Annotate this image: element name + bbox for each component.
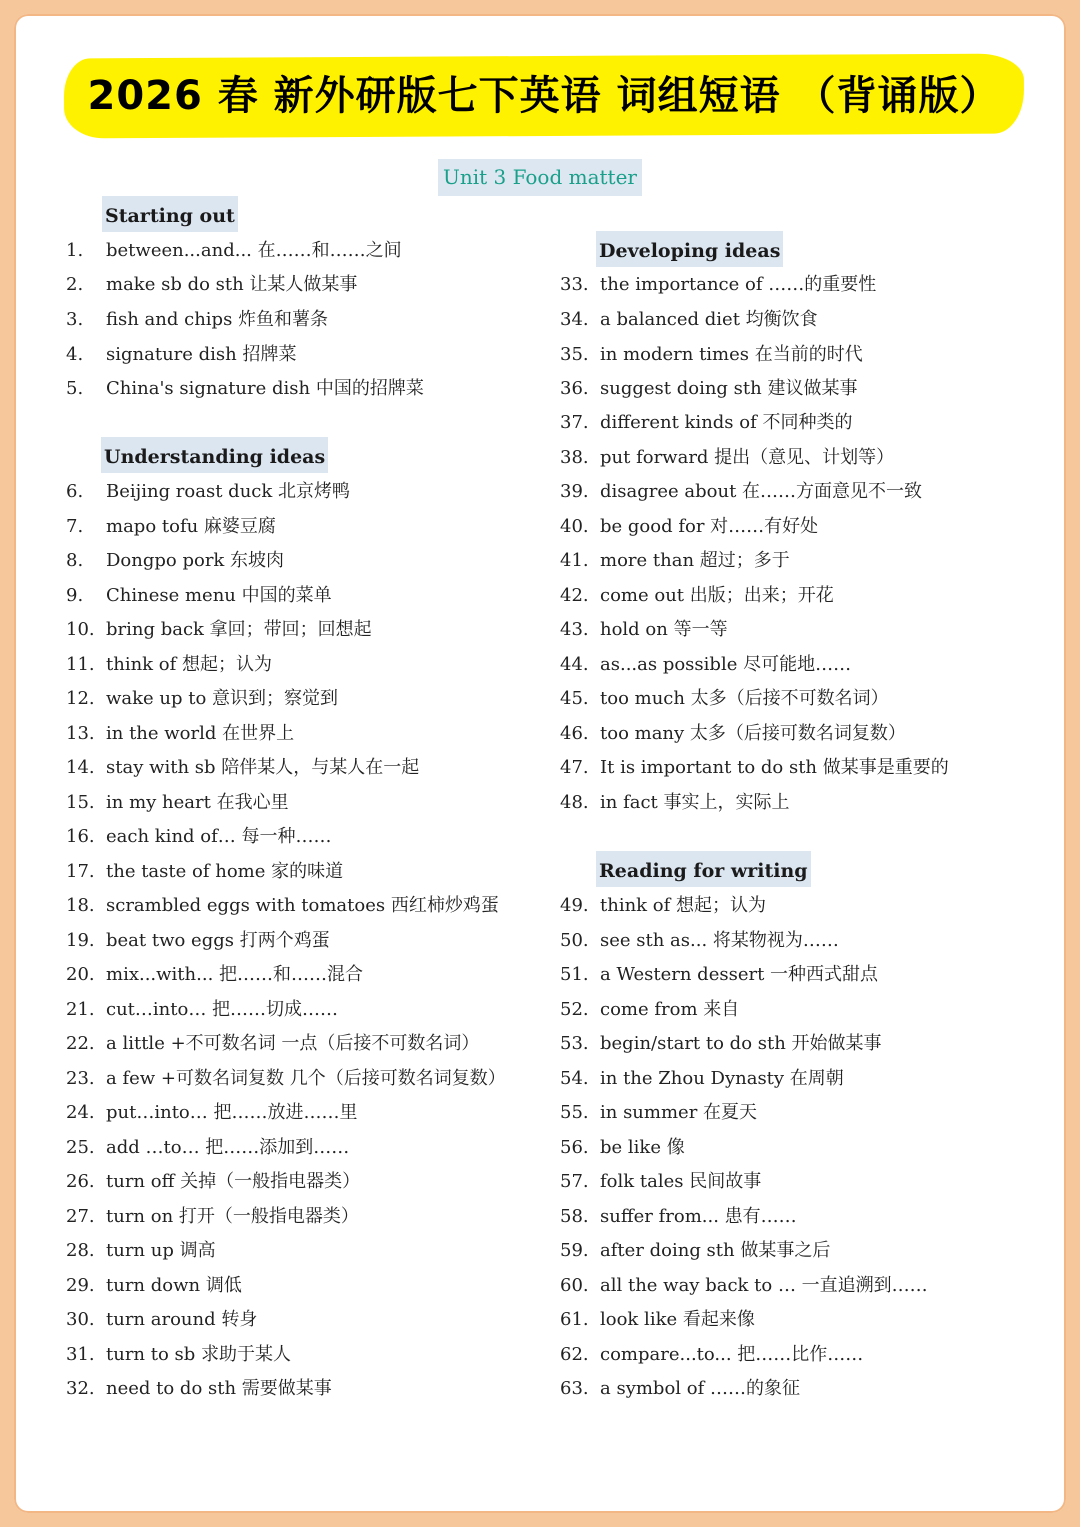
list-item (66, 1029, 479, 1059)
item-text: scrambled eggs with tomatoes 西红柿炒鸡蛋 (106, 895, 499, 916)
list-item (560, 1098, 757, 1128)
item-text: different kinds of 不同种类的 (600, 412, 853, 433)
item-number: 63. (560, 1378, 589, 1399)
item-text: beat two eggs 打两个鸡蛋 (106, 930, 330, 951)
item-text: in the Zhou Dynasty 在周朝 (600, 1068, 844, 1089)
list-item (66, 684, 338, 714)
item-number: 32. (66, 1378, 95, 1399)
list-item (560, 753, 949, 783)
item-number: 24. (66, 1102, 95, 1123)
list-item (66, 650, 272, 680)
item-number: 23. (66, 1068, 95, 1089)
list-item (66, 477, 350, 507)
item-number: 54. (560, 1068, 589, 1089)
item-text: China's signature dish 中国的招牌菜 (106, 378, 424, 399)
item-number: 29. (66, 1275, 95, 1296)
item-number: 48. (560, 792, 589, 813)
item-number: 33. (560, 274, 589, 295)
item-number: 9. (66, 585, 84, 606)
section-heading-starting-out: Starting out (102, 196, 238, 232)
section-heading-developing-ideas: Developing ideas (596, 231, 783, 267)
list-item (560, 443, 894, 473)
list-item (66, 1202, 359, 1232)
list-item (66, 1340, 291, 1370)
item-text: fish and chips 炸鱼和薯条 (106, 309, 329, 330)
item-text: stay with sb 陪伴某人，与某人在一起 (106, 757, 420, 778)
item-number: 25. (66, 1137, 95, 1158)
item-number: 59. (560, 1240, 589, 1261)
item-number: 13. (66, 723, 95, 744)
list-item (66, 1064, 506, 1094)
unit-title: Unit 3 Food matter (438, 159, 642, 196)
item-text: turn up 调高 (106, 1240, 216, 1261)
item-number: 30. (66, 1309, 95, 1330)
item-text: the taste of home 家的味道 (106, 861, 344, 882)
item-text: a symbol of ……的象征 (600, 1378, 800, 1399)
list-item (560, 546, 790, 576)
list-item (66, 926, 330, 956)
section-heading-reading-for-writing: Reading for writing (596, 851, 811, 887)
item-text: suggest doing sth 建议做某事 (600, 378, 858, 399)
item-text: hold on 等一等 (600, 619, 728, 640)
list-item (560, 615, 728, 645)
item-number: 19. (66, 930, 95, 951)
list-item (560, 340, 863, 370)
item-text: as...as possible 尽可能地…… (600, 654, 852, 675)
list-item (560, 305, 818, 335)
item-text: mapo tofu 麻婆豆腐 (106, 516, 276, 537)
item-text: folk tales 民间故事 (600, 1171, 762, 1192)
item-number: 26. (66, 1171, 95, 1192)
item-number: 12. (66, 688, 95, 709)
item-number: 43. (560, 619, 589, 640)
list-item (560, 408, 852, 438)
list-item (66, 1374, 332, 1404)
item-text: all the way back to … 一直追溯到…… (600, 1275, 928, 1296)
item-text: compare...to... 把……比作…… (600, 1344, 864, 1365)
item-number: 62. (560, 1344, 589, 1365)
item-number: 44. (560, 654, 589, 675)
list-item (560, 719, 906, 749)
list-item (66, 719, 294, 749)
item-text: each kind of… 每一种…… (106, 826, 332, 847)
item-text: come from 来自 (600, 999, 740, 1020)
item-text: in summer 在夏天 (600, 1102, 758, 1123)
item-text: turn on 打开（一般指电器类） (106, 1206, 359, 1227)
item-text: Dongpo pork 东坡肉 (106, 550, 285, 571)
list-item (66, 1167, 360, 1197)
item-text: a few +可数名词复数 几个（后接可数名词复数） (106, 1068, 506, 1089)
list-item (66, 546, 284, 576)
item-number: 37. (560, 412, 589, 433)
item-text: turn around 转身 (106, 1309, 258, 1330)
list-item (560, 684, 889, 714)
item-text: It is important to do sth 做某事是重要的 (600, 757, 949, 778)
item-number: 16. (66, 826, 95, 847)
list-item (66, 270, 357, 300)
item-number: 39. (560, 481, 589, 502)
item-number: 57. (560, 1171, 589, 1192)
list-item (560, 1064, 844, 1094)
list-item (560, 1271, 928, 1301)
item-number: 53. (560, 1033, 589, 1054)
list-item (560, 995, 739, 1025)
item-text: come out 出版；出来；开花 (600, 585, 834, 606)
list-item (66, 1236, 216, 1266)
item-text: between...and... 在……和……之间 (106, 240, 402, 261)
item-text: too many 太多（后接可数名词复数） (600, 723, 906, 744)
item-number: 27. (66, 1206, 95, 1227)
list-item (66, 615, 372, 645)
list-item (66, 340, 296, 370)
item-text: in fact 事实上，实际上 (600, 792, 790, 813)
item-number: 21. (66, 999, 95, 1020)
list-item (560, 650, 851, 680)
item-text: a Western dessert 一种西式甜点 (600, 964, 879, 985)
item-text: signature dish 招牌菜 (106, 344, 297, 365)
list-item (560, 891, 766, 921)
list-item (560, 926, 839, 956)
item-number: 17. (66, 861, 95, 882)
item-text: be good for 对……有好处 (600, 516, 819, 537)
item-number: 11. (66, 654, 95, 675)
list-item (560, 512, 818, 542)
item-number: 45. (560, 688, 589, 709)
item-text: in modern times 在当前的时代 (600, 344, 863, 365)
item-number: 50. (560, 930, 589, 951)
list-item (66, 995, 338, 1025)
item-text: the importance of ……的重要性 (600, 274, 877, 295)
list-item (560, 270, 876, 300)
item-number: 18. (66, 895, 95, 916)
item-number: 2. (66, 274, 84, 295)
list-item (560, 1374, 800, 1404)
item-text: after doing sth 做某事之后 (600, 1240, 831, 1261)
list-item (560, 960, 878, 990)
item-text: think of 想起；认为 (600, 895, 767, 916)
item-number: 10. (66, 619, 95, 640)
item-number: 35. (560, 344, 589, 365)
item-number: 55. (560, 1102, 589, 1123)
item-text: wake up to 意识到；察觉到 (106, 688, 339, 709)
item-number: 5. (66, 378, 84, 399)
item-text: bring back 拿回；带回；回想起 (106, 619, 372, 640)
item-number: 38. (560, 447, 589, 468)
item-text: mix...with... 把……和……混合 (106, 964, 364, 985)
item-text: more than 超过；多于 (600, 550, 790, 571)
item-number: 22. (66, 1033, 95, 1054)
list-item (66, 236, 402, 266)
list-item (66, 788, 289, 818)
list-item (66, 753, 419, 783)
item-number: 1. (66, 240, 84, 261)
item-number: 56. (560, 1137, 589, 1158)
item-number: 7. (66, 516, 84, 537)
item-number: 61. (560, 1309, 589, 1330)
item-text: add …to… 把……添加到…… (106, 1137, 350, 1158)
list-item (560, 581, 834, 611)
list-item (66, 857, 343, 887)
item-text: a little +不可数名词 一点（后接不可数名词） (106, 1033, 480, 1054)
item-text: need to do sth 需要做某事 (106, 1378, 332, 1399)
item-number: 58. (560, 1206, 589, 1227)
item-text: Beijing roast duck 北京烤鸭 (106, 481, 351, 502)
item-number: 34. (560, 309, 589, 330)
item-text: look like 看起来像 (600, 1309, 755, 1330)
item-text: in my heart 在我心里 (106, 792, 289, 813)
list-item (66, 1271, 242, 1301)
list-item (560, 1236, 830, 1266)
item-text: Chinese menu 中国的菜单 (106, 585, 332, 606)
item-text: see sth as... 将某物视为…… (600, 930, 839, 951)
list-item (560, 1167, 761, 1197)
item-number: 31. (66, 1344, 95, 1365)
item-number: 15. (66, 792, 95, 813)
item-number: 8. (66, 550, 84, 571)
list-item (66, 1098, 358, 1128)
item-text: make sb do sth 让某人做某事 (106, 274, 358, 295)
item-number: 20. (66, 964, 95, 985)
list-item (560, 1202, 797, 1232)
item-text: cut…into… 把……切成…… (106, 999, 339, 1020)
section-heading-understanding-ideas: Understanding ideas (101, 437, 328, 473)
item-number: 28. (66, 1240, 95, 1261)
item-number: 3. (66, 309, 84, 330)
list-item (66, 581, 332, 611)
item-number: 60. (560, 1275, 589, 1296)
item-number: 41. (560, 550, 589, 571)
list-item (560, 1029, 882, 1059)
list-item (560, 1340, 863, 1370)
list-item (560, 788, 790, 818)
list-item (560, 1305, 755, 1335)
item-number: 14. (66, 757, 95, 778)
item-text: be like 像 (600, 1137, 685, 1158)
list-item (560, 374, 857, 404)
item-number: 51. (560, 964, 589, 985)
list-item (66, 512, 276, 542)
item-number: 36. (560, 378, 589, 399)
item-number: 40. (560, 516, 589, 537)
list-item (66, 1133, 349, 1163)
item-text: a balanced diet 均衡饮食 (600, 309, 818, 330)
item-text: turn off 关掉（一般指电器类） (106, 1171, 361, 1192)
list-item (560, 477, 922, 507)
list-item (66, 374, 424, 404)
list-item (66, 305, 328, 335)
item-text: turn down 调低 (106, 1275, 242, 1296)
item-number: 6. (66, 481, 84, 502)
item-text: suffer from... 患有…… (600, 1206, 797, 1227)
item-text: begin/start to do sth 开始做某事 (600, 1033, 882, 1054)
list-item (66, 891, 499, 921)
list-item (66, 1305, 257, 1335)
item-text: turn to sb 求助于某人 (106, 1344, 292, 1365)
item-number: 52. (560, 999, 589, 1020)
item-number: 49. (560, 895, 589, 916)
item-text: put…into… 把……放进……里 (106, 1102, 358, 1123)
item-number: 46. (560, 723, 589, 744)
item-text: think of 想起；认为 (106, 654, 273, 675)
item-text: too much 太多（后接不可数名词） (600, 688, 889, 709)
list-item (66, 822, 332, 852)
item-number: 4. (66, 344, 84, 365)
list-item (560, 1133, 685, 1163)
item-number: 42. (560, 585, 589, 606)
item-number: 47. (560, 757, 589, 778)
item-text: put forward 提出（意见、计划等） (600, 447, 895, 468)
list-item (66, 960, 363, 990)
item-text: disagree about 在……方面意见不一致 (600, 481, 923, 502)
page-title: 2026 春 新外研版七下英语 词组短语 （背诵版） (87, 73, 1001, 119)
item-text: in the world 在世界上 (106, 723, 295, 744)
